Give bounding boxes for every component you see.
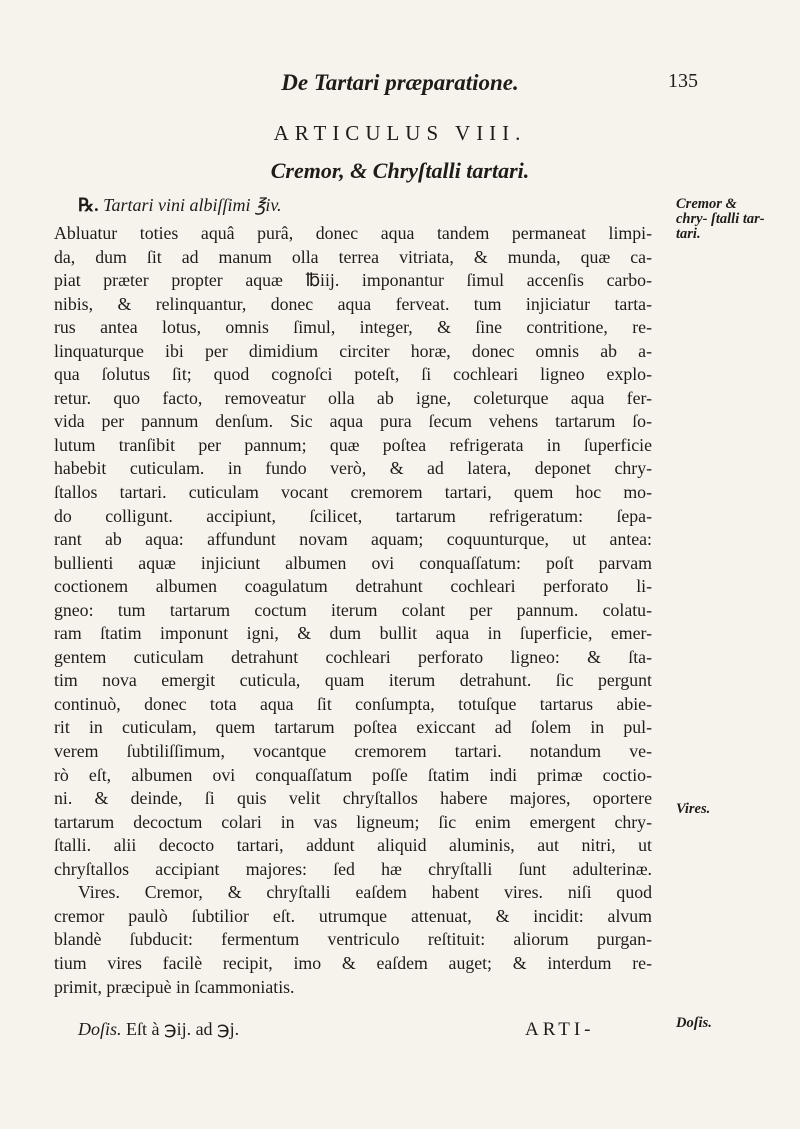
catchword: ARTI- [525, 1019, 595, 1040]
text-line: tartarum decoctum colari in vas ligneum; ſic enim emergent chry- [54, 811, 652, 832]
text-line: tim nova emergit cuticula, quam iterum detrahunt. ſic pergunt [54, 670, 652, 691]
text-line: cremor paulò ſubtilior eſt. utrumque attenuat, & incidit: alvum [54, 905, 652, 926]
text-line: rant ab aqua: affundunt novam aquam; coquunturque, ut antea: [54, 529, 652, 550]
text-line: bullienti aquæ injiciunt albumen ovi conquaſſatum: poſt parvam [54, 552, 652, 573]
running-head: De Tartari præparatione. [281, 70, 519, 95]
text-line: da, dum ſit ad manum olla terrea vitriata, & munda, quæ ca- [54, 246, 652, 267]
text-line: coctionem albumen coagulatum detrahunt cochleari perforato li- [54, 576, 652, 597]
text-line: do colligunt. accipiunt, ſcilicet, tartarum refrigeratum: ſepa- [54, 505, 652, 526]
text-line: verem ſubtiliſſimum, vocantque cremorem tartari. notandum ve- [54, 741, 652, 762]
article-heading: ARTICULUS VIII. [273, 121, 527, 145]
dosis-line [78, 1019, 239, 1040]
marginal-note-cremor: Cremor & chry- ſtalli tar- tari. [676, 196, 765, 242]
text-line: nibis, & relinquantur, donec aqua ferveat. tum injiciatur tarta- [54, 293, 652, 314]
text-line: linquaturque ibi per dimidium circiter horæ, donec omnis ab a- [54, 340, 652, 361]
page-number: 135 [668, 70, 698, 92]
recipe-ingredient: Tartari vini albiſſimi ℥iv. [103, 195, 282, 215]
text-line: rò eſt, albumen ovi conquaſſatum poſſe ſtatim indi primæ coctio- [54, 764, 652, 785]
text-line: gentem cuticulam detrahunt cochleari perforato ligneo: & ſta- [54, 646, 652, 667]
marginal-note-vires: Vires. [676, 801, 711, 817]
text-line: Vires. Cremor, & chryſtalli eaſdem habent vires. niſi quod [78, 882, 652, 903]
text-line: rit in cuticulam, quem tartarum poſtea exiccant ad ſolem in pul- [54, 717, 652, 738]
text-line: primit, præcipuè in ſcammoniatis. [54, 976, 295, 997]
text-line: ram ſtatim imponunt igni, & dum bullit aqua in ſuperficie, emer- [54, 623, 652, 644]
text-line: Abluatur toties aquâ purâ, donec aqua tandem permaneat limpi- [54, 223, 652, 243]
dosis-value: Eſt à ℈ij. ad ℈j. [126, 1019, 240, 1039]
text-line: chryſtallos accipiant majores: ſed hæ chryſtalli ſunt adulterinæ. [54, 858, 652, 879]
recipe-symbol: ℞. [78, 195, 99, 215]
text-line: ni. & deinde, ſi quis velit chryſtallos habere majores, oportere [54, 788, 652, 809]
text-line: gneo: tum tartarum coctum iterum colant per pannum. colatu- [54, 599, 652, 620]
text-line: vida per pannum denſum. Sic aqua pura ſecum vehens tartarum ſo- [54, 411, 652, 432]
article-title: Cremor, & Chryſtalli tartari. [270, 158, 530, 183]
text-line: qua ſolutus ſit; quod cognoſci poteſt, ſi cochleari ligneo explo- [54, 364, 652, 385]
marginal-note-dosis: Doſis. [676, 1015, 712, 1031]
text-line: ſtallos tartari. cuticulam vocant cremorem tartari, quem hoc mo- [54, 482, 652, 503]
text-line: piat præter propter aquæ ℔iij. imponantur ſimul accenſis carbo- [54, 270, 652, 291]
text-line: lutum tranſibit per pannum; quæ poſtea refrigerata in ſuperficie [54, 434, 652, 455]
text-line: ſtalli. alii decocto tartari, addunt aliquid aluminis, aut nitri, ut [54, 835, 652, 856]
body-text [54, 222, 652, 999]
text-line: blandè ſubducit: fermentum ventriculo reſtituit: aliorum purgan- [54, 929, 652, 950]
text-line: retur. quo facto, removeatur olla ab igne, coleturque aqua fer- [54, 387, 652, 408]
text-line: habebit cuticulam. in fundo verò, & ad latera, deponet chry- [54, 458, 652, 479]
text-line: rus antea lotus, omnis ſimul, integer, & ſine contritione, re- [54, 317, 652, 338]
text-line: continuò, donec tota aqua ſit conſumpta, totuſque tartarus abie- [54, 693, 652, 714]
text-line: tium vires facilè recipit, imo & eaſdem auget; & interdum re- [54, 952, 652, 973]
dosis-label: Doſis. [78, 1019, 122, 1039]
recipe-line [78, 195, 282, 216]
